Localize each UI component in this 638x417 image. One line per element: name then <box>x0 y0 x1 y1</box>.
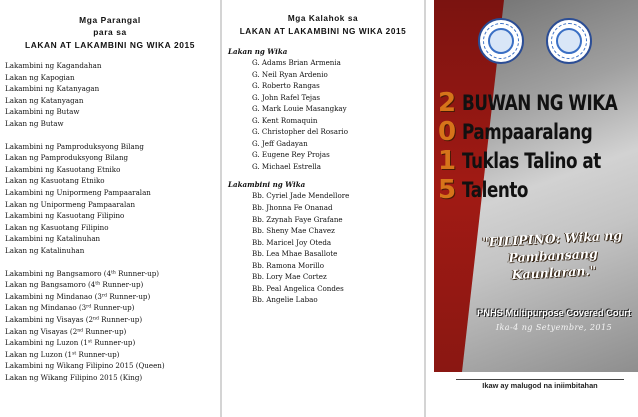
award-text: Runner-up) <box>107 291 151 301</box>
ordinal-suffix: st <box>87 339 93 345</box>
award-item: Lakambini ng Kasuotang Filipino <box>5 211 125 221</box>
participant-name: G. Kent Romaquin <box>252 115 318 125</box>
award-item: Lakan ng Katalinuhan <box>5 245 85 255</box>
awards-list <box>5 60 220 383</box>
lakan-category-label: Lakan ng Wika <box>228 47 288 56</box>
deped-seal-icon <box>478 18 524 64</box>
award-text: Runner-up) <box>115 268 160 278</box>
award-item: Lakambini ng Unipormeng Pampaaralan <box>5 188 151 198</box>
award-text: Lakan ng Wikang Filipino 2015 (King) <box>5 372 143 382</box>
awards-panel <box>0 0 220 417</box>
award-item: Lakambini ng Kasuotang Etniko <box>5 164 121 174</box>
participants-header <box>222 12 424 38</box>
participant-name: Bb. Cyriel Jade Mendellore <box>252 191 350 201</box>
lakambini-category-label: Lakambini ng Wika <box>228 180 306 190</box>
award-item <box>5 302 220 314</box>
cover-title-line-4: Talento <box>462 178 528 203</box>
cover-artwork <box>434 0 638 372</box>
award-item: Lakambini ng Katanyagan <box>5 84 100 94</box>
participant-name: Bb. Sheny Mae Chavez <box>252 226 335 236</box>
award-text: Runner-up) <box>92 338 136 348</box>
participant-name: Bb. Lory Mae Cortez <box>252 272 327 282</box>
award-text: Runner-up) <box>76 349 120 359</box>
participant-name: G. Roberto Rangas <box>252 81 320 91</box>
participant-name: G. Jeff Gadayan <box>252 138 308 148</box>
lakambini-list <box>252 190 424 305</box>
participant-name: Bb. Zzynah Faye Grafane <box>252 214 343 224</box>
award-item: Lakambini ng Pamproduksyong Bilang <box>5 141 144 151</box>
participant-name: G. Eugene Rey Projas <box>252 150 330 160</box>
award-item <box>5 326 220 338</box>
participant-name: Bb. Angelie Labao <box>252 295 318 305</box>
participants-header-line-2: LAKAN AT LAKAMBINI NG WIKA 2015 <box>239 27 407 36</box>
award-item: Lakan ng Butaw <box>5 118 64 128</box>
award-item: Lakan ng Kapogian <box>5 72 75 82</box>
cover-date: Ika-4 ng Setyembre, 2015 <box>495 322 613 332</box>
participant-name: G. Neil Ryan Ardenio <box>252 69 328 79</box>
lakan-list <box>252 57 424 172</box>
ordinal-suffix: nd <box>93 316 99 322</box>
award-item <box>5 279 220 291</box>
participant-name: Bb. Maricel Joy Oteda <box>252 237 332 247</box>
award-text: Lakan ng Luzon (1 <box>5 349 73 359</box>
ordinal-suffix: th <box>95 282 101 287</box>
cover-title-line-3: Tuklas Talino at <box>462 149 601 174</box>
award-text: Runner-up) <box>98 315 143 325</box>
cover-theme: "FILIPINO: Wika ng Pambansang Kaunlaran." <box>481 227 623 283</box>
year-digit: 0 <box>438 117 457 147</box>
cover-venue: PNHS Multipurpose Covered Court <box>477 308 631 318</box>
participant-name: G. Christopher del Rosario <box>252 127 348 137</box>
awards-header-line-3: LAKAN AT LAKAMBINI NG WIKA 2015 <box>25 40 195 50</box>
award-text: Lakambini ng Visayas (2 <box>5 315 94 325</box>
participant-name: G. Michael Estrella <box>252 161 321 171</box>
participant-name: Bb. Peal Angelica Condes <box>252 283 344 293</box>
award-text: Lakan ng Visayas (2 <box>5 326 78 336</box>
year-digit: 5 <box>438 175 457 205</box>
awards-header <box>0 14 220 51</box>
cover-panel <box>426 0 638 417</box>
award-text: Lakambini ng Mindanao (3 <box>5 291 102 301</box>
ordinal-suffix: rd <box>101 293 108 299</box>
invite-rule <box>456 379 624 380</box>
year-digit: 2 <box>438 88 457 118</box>
award-item <box>5 314 220 326</box>
award-item <box>5 337 220 349</box>
year-digit: 1 <box>438 146 457 176</box>
award-text: Runner-up) <box>91 303 135 313</box>
school-seal-icon <box>546 18 592 64</box>
ordinal-suffix: rd <box>86 305 92 311</box>
award-text: Runner-up) <box>83 326 127 336</box>
participants-header-line-1: Mga Kalahok sa <box>287 14 359 23</box>
award-text: Lakambini ng Wikang Filipino 2015 (Queen) <box>5 361 165 371</box>
award-item <box>5 360 220 372</box>
invitation-text: Ikaw ay malugod na iniimbitahan <box>482 381 598 390</box>
participant-name: Bb. Ramona Morillo <box>252 260 325 270</box>
cover-title-line-2: Pampaaralang <box>462 120 593 145</box>
award-item <box>5 268 220 280</box>
awards-header-line-1: Mga Parangal <box>79 15 141 25</box>
list-gap <box>5 256 220 268</box>
award-item <box>5 291 220 303</box>
participant-name: G. Adams Brian Armenia <box>252 58 341 67</box>
ordinal-suffix: th <box>111 270 116 276</box>
participant-name: G. Mark Louie Masangkay <box>252 104 347 114</box>
awards-header-line-2: para sa <box>93 27 127 37</box>
participant-name: Bb. Jhonna Fe Onanad <box>252 203 333 213</box>
award-text: Lakambini ng Bangsamoro (4 <box>5 268 112 278</box>
award-item <box>5 372 220 384</box>
award-text: Runner-up) <box>100 280 144 290</box>
award-item: Lakan ng Kasuotang Filipino <box>5 222 109 232</box>
participant-name: G. John Rafel Tejas <box>252 92 320 102</box>
award-item: Lakambini ng Butaw <box>5 107 80 117</box>
ordinal-suffix: st <box>72 351 77 357</box>
award-item: Lakan ng Katanyagan <box>5 95 84 105</box>
cover-title-line-1: BUWAN NG WIKA <box>462 91 618 116</box>
award-item: Lakambini ng Kagandahan <box>5 61 102 70</box>
award-item: Lakan ng Kasuotang Etniko <box>5 176 105 186</box>
ordinal-suffix: nd <box>77 328 84 334</box>
participants-panel <box>222 0 424 417</box>
award-item: Lakambini ng Katalinuhan <box>5 234 101 244</box>
list-gap <box>5 129 220 141</box>
award-item <box>5 349 220 361</box>
award-item: Lakan ng Unipormeng Pampaaralan <box>5 199 136 209</box>
award-text: Lakambini ng Luzon (1 <box>5 338 88 348</box>
award-text: Lakan ng Mindanao (3 <box>5 303 87 313</box>
award-item: Lakan ng Pamproduksyong Bilang <box>5 153 129 163</box>
award-text: Lakan ng Bangsamoro (4 <box>5 280 96 290</box>
participant-name: Bb. Lea Mhae Basallote <box>252 249 338 259</box>
